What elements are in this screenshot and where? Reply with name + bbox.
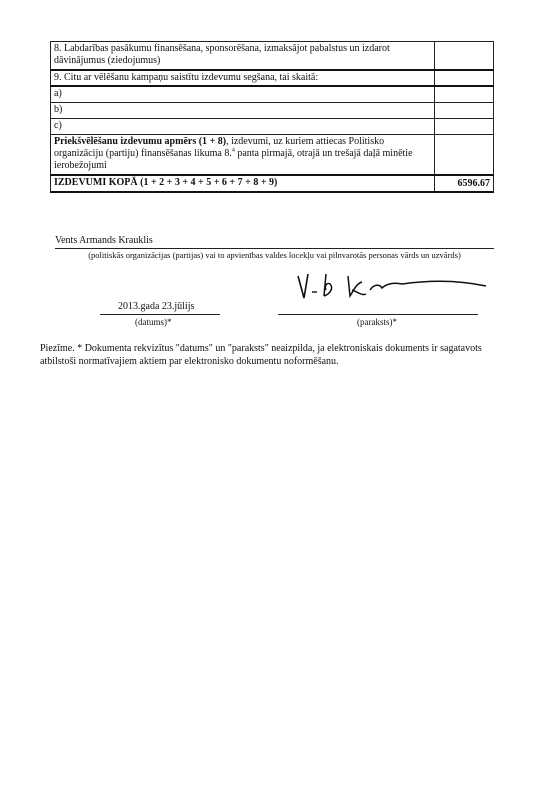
row-label xyxy=(51,135,435,176)
signatory-name: Vents Armands Krauklis xyxy=(55,235,153,246)
total-row xyxy=(51,175,494,192)
row-value xyxy=(435,70,494,86)
divider xyxy=(100,314,220,315)
signatory-caption: (politiskās organizācijas (partijas) vai to apvienības valdes locekļu vai pilnvarotās personas vārds un uzvārds) xyxy=(88,250,461,260)
row-label: a) xyxy=(51,86,435,103)
expenses-table xyxy=(50,41,494,193)
row-value xyxy=(435,119,494,135)
row-label-bold: Priekšvēlēšanu izdevumu apmērs (1 + 8) xyxy=(54,136,227,147)
row-label-text: panta pirmajā, otrajā un trešajā daļā minētie ierobežojumi xyxy=(54,148,413,171)
handwritten-signature xyxy=(290,270,490,310)
row-value xyxy=(435,42,494,71)
row-label-text: , izdevumi, uz kuriem attiecas Politisko organizāciju (partiju) finansēšanas likuma 8. xyxy=(54,136,385,159)
table-row xyxy=(51,42,494,71)
row-value xyxy=(435,86,494,103)
table-row xyxy=(51,70,494,86)
signature-caption: (paraksts)* xyxy=(357,317,397,327)
table-row xyxy=(51,119,494,135)
table-row xyxy=(51,135,494,176)
row-value xyxy=(435,103,494,119)
divider xyxy=(278,314,478,315)
date-value: 2013.gada 23.jūlijs xyxy=(118,301,195,312)
row-value xyxy=(435,135,494,176)
row-label: 9. Citu ar vēlēšanu kampaņu saistītu izdevumu segšana, tai skaitā: xyxy=(51,70,435,86)
row-label: 8. Labdarības pasākumu finansēšana, sponsorēšana, izmaksājot pabalstus un izdarot dāvinājumus (ziedojumus) xyxy=(51,42,435,71)
divider xyxy=(55,248,494,249)
row-label: b) xyxy=(51,103,435,119)
total-value: 6596.67 xyxy=(435,175,494,192)
date-caption: (datums)* xyxy=(135,317,172,327)
footnote: Piezīme. * Dokumenta rekvizītus "datums" un "paraksts" neaizpilda, ja elektroniskais dokuments ir sagatavots atbilstoši normatīvajiem aktiem par elektronisko dokumentu noformēšanu. xyxy=(40,343,482,367)
article-superscript: 4 xyxy=(231,147,235,154)
table-row xyxy=(51,86,494,103)
total-label: IZDEVUMI KOPĀ (1 + 2 + 3 + 4 + 5 + 6 + 7 + 8 + 9) xyxy=(51,175,435,192)
row-label: c) xyxy=(51,119,435,135)
table-row xyxy=(51,103,494,119)
